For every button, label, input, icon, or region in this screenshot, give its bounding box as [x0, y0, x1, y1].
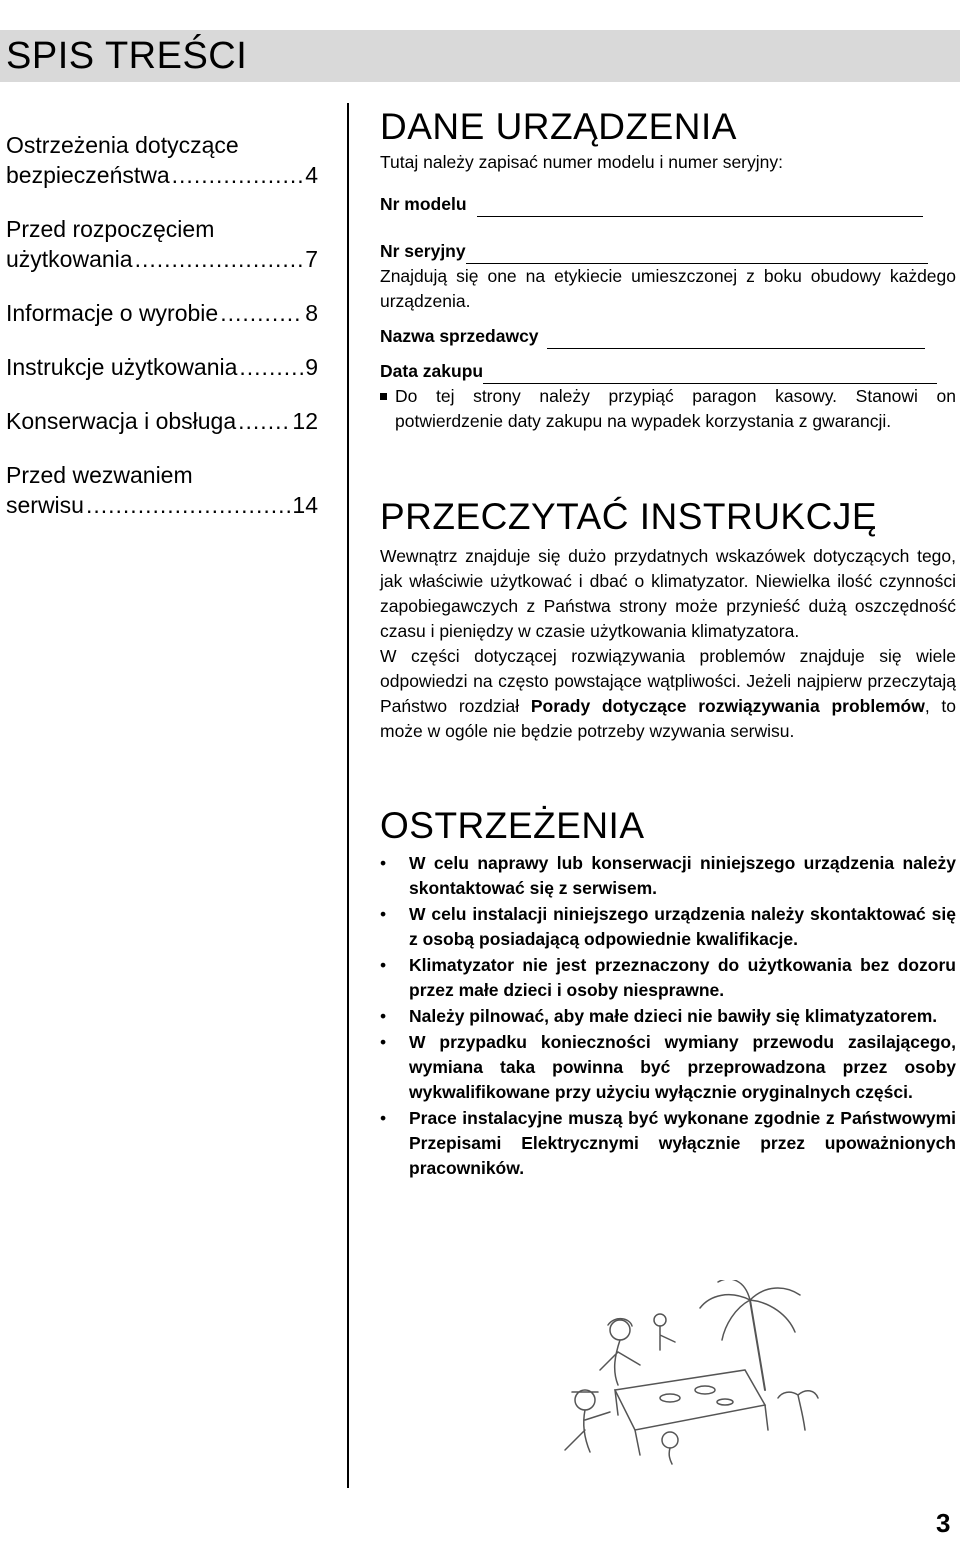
- receipt-note-text: Do tej strony należy przypiąć paragon kasowy. Stanowi on potwierdzenie daty zakupu na wypadek korzystania z gwarancji.: [395, 386, 956, 431]
- column-divider: [347, 103, 349, 1488]
- square-bullet-icon: [380, 393, 387, 400]
- table-of-contents: [6, 130, 318, 544]
- toc-entry-label: Przed rozpoczęciem: [6, 216, 215, 242]
- seller-name-label: Nazwa sprzedawcy: [380, 326, 539, 346]
- warning-item: [380, 851, 956, 901]
- toc-entry[interactable]: [6, 130, 318, 190]
- warning-text: Klimatyzator nie jest przeznaczony do użytkowania bez dozoru przez małe dzieci i osoby niesprawne.: [409, 955, 956, 1000]
- read-paragraph-1: Wewnątrz znajduje się dużo przydatnych wskazówek dotyczących tego, jak właściwie użytkować i dbać o klimatyzator. Niewielka ilość czynności zapobiegawczych z Państwa strony może przynieść dużą oszczędność czasu i pieniędzy w czasie użytkowania klimatyzatora.: [380, 546, 956, 641]
- serial-number-field[interactable]: [380, 239, 956, 264]
- toc-entry[interactable]: [6, 298, 318, 328]
- model-number-label: Nr modelu: [380, 194, 467, 214]
- model-number-field[interactable]: [380, 192, 956, 217]
- bullet-icon: •: [380, 1108, 387, 1128]
- serial-location-note: Znajdują się one na etykiecie umieszczonej z boku obudowy każdego urządzenia.: [380, 266, 956, 311]
- warning-item: [380, 1004, 956, 1029]
- device-intro-text: Tutaj należy zapisać numer modelu i numer seryjny:: [380, 152, 783, 172]
- read-paragraph-2-text: W części dotyczącej rozwiązywania problemów znajduje się wiele odpowiedzi na często powstające wątpliwości. Jeżeli najpierw przeczytają Państwo rozdział: [380, 646, 956, 716]
- toc-entry-label: Przed wezwaniem: [6, 462, 193, 488]
- bullet-icon: •: [380, 1032, 387, 1052]
- read-paragraph-2-end: , to może w ogóle nie będzie potrzeby wzywania serwisu.: [380, 696, 956, 741]
- toc-entry-label: użytkowania: [6, 246, 133, 272]
- toc-page-number: 4: [305, 162, 318, 188]
- purchase-date-field[interactable]: [380, 359, 956, 384]
- toc-entry[interactable]: [6, 352, 318, 382]
- warning-text: W celu naprawy lub konserwacji niniejszego urządzenia należy skontaktować się z serwisem.: [409, 853, 956, 898]
- toc-leader-dots: [220, 298, 303, 328]
- toc-entry[interactable]: [6, 214, 318, 274]
- warning-text: Należy pilnować, aby małe dzieci nie bawiły się klimatyzatorem.: [409, 1006, 938, 1026]
- toc-page-number: 8: [305, 300, 318, 326]
- toc-leader-dots: [238, 406, 290, 436]
- receipt-note: [380, 384, 956, 434]
- picnic-illustration: [560, 1280, 820, 1465]
- warnings-section: [380, 805, 956, 1182]
- warning-item: [380, 953, 956, 1003]
- toc-page-number: 14: [292, 492, 318, 518]
- warning-item: [380, 902, 956, 952]
- bullet-icon: •: [380, 904, 387, 924]
- toc-leader-dots: [86, 490, 290, 520]
- read-instructions-section: [380, 496, 956, 744]
- toc-entry[interactable]: [6, 460, 318, 520]
- toc-page-number: 7: [305, 246, 318, 272]
- model-number-line[interactable]: [477, 198, 923, 217]
- toc-entry-label: Instrukcje użytkowania: [6, 354, 238, 380]
- toc-leader-dots: [172, 160, 304, 190]
- warning-text: W przypadku konieczności wymiany przewodu zasilającego, wymiana taka powinna być przeprowadzona przez osoby wykwalifikowane przy użyciu wyłącznie oryginalnych części.: [409, 1032, 956, 1102]
- bullet-icon: •: [380, 955, 387, 975]
- purchase-date-label: Data zakupu: [380, 361, 484, 381]
- toc-title: SPIS TREŚCI: [6, 35, 248, 77]
- warning-text: Prace instalacyjne muszą być wykonane zgodnie z Państwowymi Przepisami Elektrycznymi wyłącznie przez upoważnionych pracowników.: [409, 1108, 956, 1178]
- warning-item: [380, 1106, 956, 1181]
- serial-number-line[interactable]: [466, 245, 928, 264]
- warning-item: [380, 1030, 956, 1105]
- toc-leader-dots: [239, 352, 303, 382]
- toc-page-number: 12: [292, 408, 318, 434]
- device-section-title: DANE URZĄDZENIA: [380, 106, 737, 147]
- read-paragraph-2: [380, 644, 956, 744]
- toc-entry[interactable]: [6, 406, 318, 436]
- purchase-date-line[interactable]: [483, 365, 937, 384]
- toc-entry-label: Informacje o wyrobie: [6, 300, 219, 326]
- seller-name-line[interactable]: [547, 330, 925, 349]
- page-number: 3: [936, 1508, 951, 1538]
- toc-page-number: 9: [305, 354, 318, 380]
- serial-number-label: Nr seryjny: [380, 241, 466, 261]
- bullet-icon: •: [380, 853, 387, 873]
- toc-leader-dots: [135, 244, 304, 274]
- toc-entry-label: Ostrzeżenia dotyczące: [6, 132, 239, 158]
- toc-entry-label: Konserwacja i obsługa: [6, 408, 237, 434]
- troubleshooting-chapter-reference: Porady dotyczące rozwiązywania problemów: [530, 696, 925, 716]
- seller-name-field[interactable]: [380, 324, 956, 349]
- warnings-title: OSTRZEŻENIA: [380, 805, 645, 846]
- read-section-title: PRZECZYTAĆ INSTRUKCJĘ: [380, 496, 878, 537]
- warning-text: W celu instalacji niniejszego urządzenia należy skontaktować się z osobą posiadającą odpowiednie kwalifikacje.: [409, 904, 956, 949]
- toc-entry-label: bezpieczeństwa: [6, 162, 170, 188]
- device-data-section: [380, 106, 956, 434]
- toc-entry-label: serwisu: [6, 492, 84, 518]
- bullet-icon: •: [380, 1006, 387, 1026]
